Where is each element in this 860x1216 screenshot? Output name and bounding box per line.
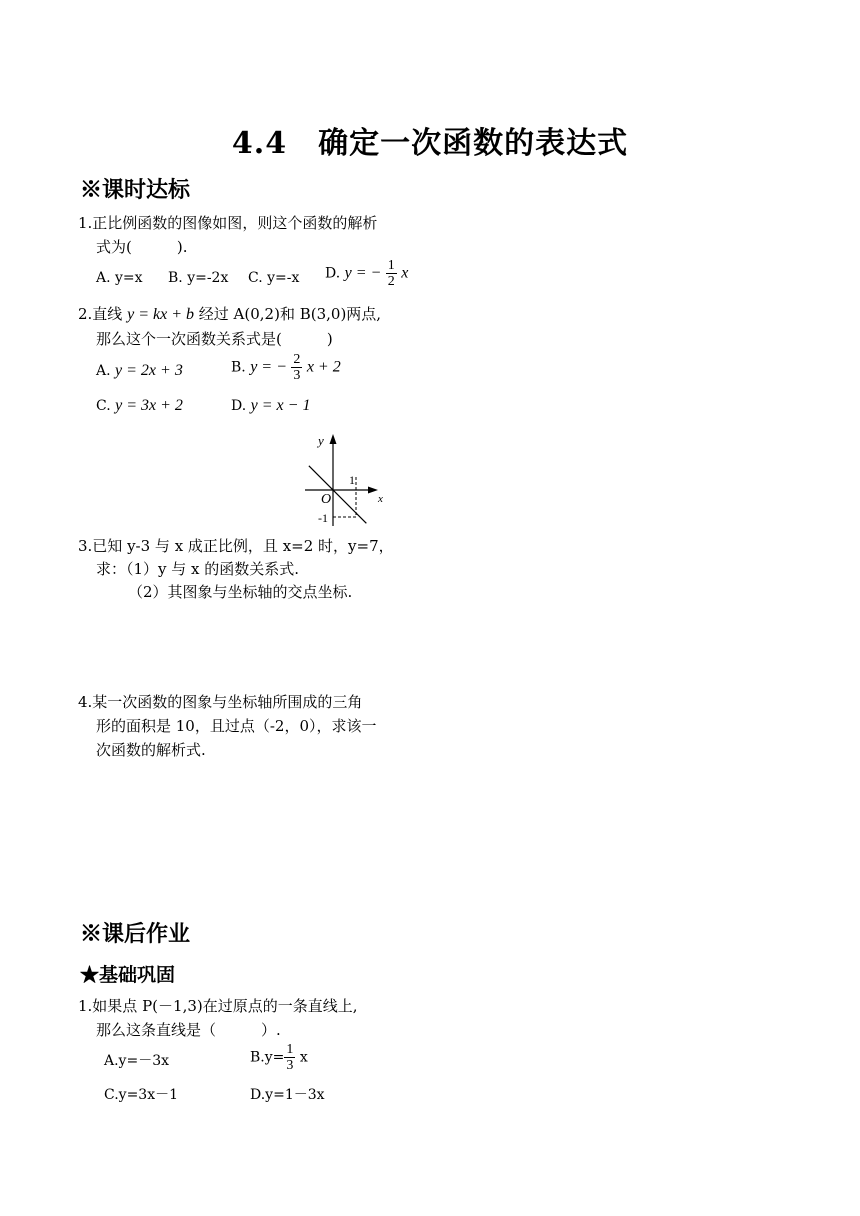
q2-stem-line2: 那么这个一次函数关系式是( ) — [96, 330, 333, 348]
y-axis-arrow-icon — [330, 434, 337, 444]
hw1-option-b-var: x — [299, 1049, 308, 1066]
hw1-stem-line1: 1.如果点 P(－1,3)在过原点的一条直线上, — [78, 997, 358, 1015]
fraction-numerator: 1 — [387, 258, 395, 273]
q2-option-b-lhs: y = − — [250, 358, 287, 376]
x-tick-label: 1 — [349, 473, 355, 487]
q2-option-a-expr: y = 2x + 3 — [115, 362, 183, 379]
q3-stem-line1: 3.已知 y-3 与 x 成正比例，且 x=2 时，y=7， — [78, 537, 394, 555]
q2-option-d-label: D. — [231, 398, 247, 414]
y-tick-label: -1 — [318, 511, 328, 525]
fraction-denominator: 3 — [293, 368, 301, 383]
q1-option-d-lhs: y = − — [344, 264, 382, 282]
q2-option-b-rest: x + 2 — [306, 358, 341, 376]
hw1-option-d: D.y=1－3x — [250, 1087, 325, 1103]
q3-stem-line3: （2）其图象与坐标轴的交点坐标. — [128, 583, 353, 601]
q2-option-d — [231, 397, 310, 415]
hw1-option-b-prefix: B.y= — [250, 1049, 285, 1066]
q4-stem-line1: 4.某一次函数的图象与坐标轴所围成的三角 — [78, 693, 363, 711]
subsection-heading-basics: ★基础巩固 — [80, 964, 176, 986]
fraction-numerator: 1 — [286, 1042, 294, 1057]
section-heading-class-practice: ※课时达标 — [80, 177, 191, 203]
q1-option-c: C. y=-x — [248, 270, 300, 286]
q2-expression: y = kx + b — [127, 306, 194, 323]
q1-option-d-var: x — [401, 264, 409, 282]
page-title: 4.4 确定一次函数的表达式 — [231, 126, 629, 161]
origin-label: O — [321, 492, 332, 507]
hw1-option-a: A.y=－3x — [104, 1053, 170, 1069]
x-axis-arrow-icon — [368, 487, 378, 494]
q2-stem-line1 — [78, 302, 381, 327]
q2-option-c — [96, 397, 183, 415]
q1-option-d-fraction — [386, 258, 397, 289]
section-heading-homework: ※课后作业 — [80, 921, 191, 947]
q1-option-d-label: D. — [325, 265, 341, 282]
q1-stem-line2: 式为( ). — [96, 238, 188, 256]
q1-stem-line1: 1.正比例函数的图像如图，则这个函数的解析 — [78, 214, 378, 232]
x-axis-label: x — [378, 493, 383, 505]
fraction-numerator: 2 — [293, 352, 301, 367]
q2-option-c-label: C. — [96, 398, 111, 414]
q2-option-c-expr: y = 3x + 2 — [115, 397, 183, 414]
y-axis-label: y — [318, 433, 324, 448]
hw1-option-b — [250, 1042, 308, 1073]
q4-stem-line2: 形的面积是 10，且过点（-2，0），求该一 — [96, 717, 377, 735]
q4-stem-line3: 次函数的解析式. — [96, 741, 206, 759]
q2-option-a-label: A. — [96, 363, 111, 379]
q2-option-b — [231, 352, 341, 383]
fraction-denominator: 3 — [286, 1058, 294, 1073]
q1-option-a: A. y=x — [96, 270, 143, 286]
q1-option-b: B. y=-2x — [168, 270, 229, 286]
q2-option-b-label: B. — [231, 359, 246, 376]
q2-option-b-fraction — [291, 352, 302, 383]
hw1-option-b-fraction — [284, 1042, 295, 1073]
q2-stem-rest: 经过 A(0,2)和 B(3,0)两点, — [198, 305, 382, 323]
coordinate-graph — [300, 432, 390, 530]
hw1-stem-line2: 那么这条直线是（ ）. — [96, 1021, 281, 1039]
q2-option-a — [96, 362, 183, 380]
q2-option-d-expr: y = x − 1 — [250, 397, 311, 414]
fraction-denominator: 2 — [387, 274, 395, 289]
q1-option-d — [325, 258, 408, 289]
hw1-option-c: C.y=3x－1 — [104, 1087, 179, 1103]
q2-number: 2.直线 — [78, 305, 123, 323]
q3-stem-line2: 求：（1）y 与 x 的函数关系式. — [96, 560, 300, 578]
